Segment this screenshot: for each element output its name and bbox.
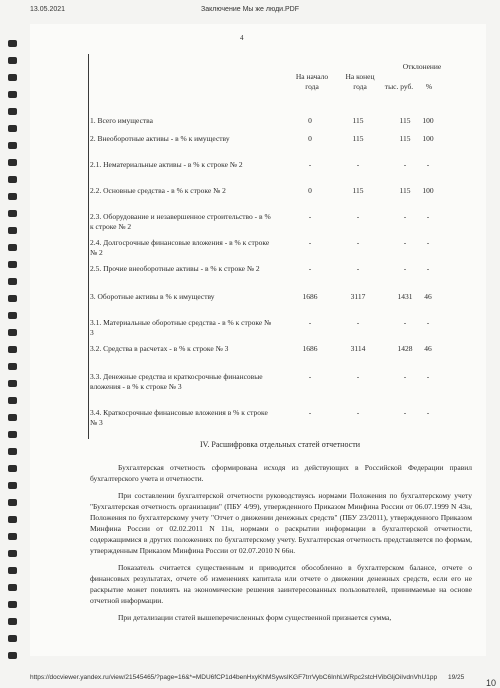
binder-hole [8, 584, 17, 591]
row-label: 2.4. Долгосрочные финансовые вложения - в % к строке № 2 [90, 238, 270, 257]
section-title: IV. Расшифровка отдельных статей отчетности [200, 440, 360, 449]
binder-hole [8, 159, 17, 166]
binder-hole [8, 363, 17, 370]
binder-hole [8, 550, 17, 557]
cell-dev: 115 [399, 134, 411, 143]
binder-hole [8, 346, 17, 353]
binder-hole [8, 618, 17, 625]
cell-dev: 1431 [397, 292, 413, 301]
cell-end: - [356, 408, 360, 417]
cell-pct: - [426, 318, 430, 327]
binder-hole [8, 40, 17, 47]
cell-begin: - [308, 372, 312, 381]
cell-begin: - [308, 212, 312, 221]
header-deviation: Отклонение [402, 62, 442, 71]
cell-end: 115 [352, 186, 364, 195]
row-label: 2. Внеоборотные активы - в % к имуществу [90, 134, 230, 143]
cell-pct: 100 [422, 134, 434, 143]
binder-hole [8, 295, 17, 302]
cell-pct: 46 [424, 292, 432, 301]
document-title: Заключение Мы же люди.PDF [200, 6, 300, 13]
binder-hole [8, 533, 17, 540]
cell-pct: - [426, 264, 430, 273]
cell-dev: - [403, 160, 407, 169]
cell-end: 115 [352, 116, 364, 125]
row-label: 3.4. Краткосрочные финансовые вложения в % к строке № 3 [90, 408, 268, 427]
row-label: 3.2. Средства в расчетах - в % к строке № 3 [90, 344, 229, 353]
paragraph: При детализации статей вышеперечисленных форм существенной признается сумма, [118, 613, 392, 622]
binder-hole [8, 108, 17, 115]
viewer-footer [0, 668, 500, 686]
row-label: 2.1. Нематериальные активы - в % к строке № 2 [90, 160, 243, 169]
row-label: 2.3. Оборудование и незавершенное строительство - в % к строке № 2 [90, 212, 271, 231]
cell-begin: 1686 [302, 292, 318, 301]
cell-dev: - [403, 238, 407, 247]
cell-pct: - [426, 408, 430, 417]
cell-dev: - [403, 264, 407, 273]
binder-hole [8, 193, 17, 200]
binder-hole [8, 125, 17, 132]
binder-hole [8, 635, 17, 642]
viewer-header [0, 0, 500, 16]
row-label: 3.1. Материальные оборотные средства - в % к строке № 3 [90, 318, 272, 337]
binder-hole [8, 448, 17, 455]
page-counter-secondary: 10 [486, 678, 497, 688]
cell-end: - [356, 264, 360, 273]
cell-pct: - [426, 372, 430, 381]
binder-hole [8, 57, 17, 64]
paragraph: Показатель считается существенным и приводится обособленно в бухгалтерском балансе, отчете о финансовых результатах, отчете об изменениях капитала или отчете о движении денежных средств, если его не раскрытие может повлиять на экономические решения заинтересованных пользователей, принимаемые на основе отчетной информации. [90, 563, 472, 605]
binder-hole [8, 329, 17, 336]
binder-hole [8, 210, 17, 217]
cell-end: - [356, 212, 360, 221]
binder-hole [8, 261, 17, 268]
row-label: 3. Оборотные активы в % к имуществу [90, 292, 215, 301]
cell-begin: 1686 [302, 344, 318, 353]
binder-hole [8, 380, 17, 387]
cell-dev: 1428 [397, 344, 413, 353]
print-date: 13.05.2021 [30, 6, 66, 13]
binder-hole [8, 567, 17, 574]
row-label: 2.2. Основные средства - в % к строке № 2 [90, 186, 226, 195]
binder-hole [8, 278, 17, 285]
binder-hole [8, 652, 17, 659]
cell-pct: 46 [424, 344, 432, 353]
binder-hole [8, 431, 17, 438]
cell-pct: - [426, 238, 430, 247]
cell-end: 3117 [350, 292, 366, 301]
cell-pct: - [426, 212, 430, 221]
cell-dev: 115 [399, 116, 411, 125]
cell-begin: - [308, 160, 312, 169]
binder-hole [8, 499, 17, 506]
page-url: https://docviewer.yandex.ru/view/21545465/?page=16&*=MDU6fCP1d4benHxyKhMSywsIKGF7trrVybC6InhLWRpc2stcHVibGljOiIvdnVhU1pp [30, 674, 438, 681]
cell-end: - [356, 318, 360, 327]
cell-dev: - [403, 212, 407, 221]
cell-end: 115 [352, 134, 364, 143]
header-pct: % [425, 82, 433, 91]
cell-begin: - [308, 264, 312, 273]
binder-hole [8, 227, 17, 234]
cell-pct: - [426, 160, 430, 169]
binder-holes [6, 40, 20, 660]
binder-hole [8, 465, 17, 472]
cell-end: 3114 [350, 344, 366, 353]
cell-begin: - [308, 318, 312, 327]
binder-hole [8, 74, 17, 81]
header-end-year: На конец года [345, 72, 375, 91]
cell-dev: - [403, 372, 407, 381]
header-begin-year: На начало года [295, 72, 329, 91]
row-label: 2.5. Прочие внеоборотные активы - в % к строке № 2 [90, 264, 260, 273]
cell-end: - [356, 160, 360, 169]
cell-end: - [356, 238, 360, 247]
binder-hole [8, 244, 17, 251]
paragraph: Бухгалтерская отчетность сформирована исходя из действующих в Российской Федерации правил бухгалтерского учета и отчетности. [90, 463, 472, 483]
paragraph: При составлении бухгалтерской отчетности руководствуясь нормами Положения по бухгалтерскому учету "Бухгалтерская отчетность организации" (ПБУ 4/99), утвержденного Приказом Минфина России от 06.07.1999 N 43н, Положения по бухгалтерскому учету "Отчет о движении денежных средств" (ПБУ 23/2011), утвержденного Приказом Минфина России от 02.02.2011 N 11н, нормами о раскрытии информации в бухгалтерской отчетности, содержащимися в других положениях по бухгалтерскому учету. Бухгалтерская отчетность представляется по формам, утвержденным Приказом Минфина России от 02.07.2010 N 66н. [90, 491, 472, 555]
cell-pct: 100 [422, 116, 434, 125]
binder-hole [8, 91, 17, 98]
cell-end: - [356, 372, 360, 381]
cell-begin: - [308, 408, 312, 417]
page-counter: 19/25 [448, 674, 465, 681]
cell-begin: - [308, 238, 312, 247]
cell-dev: - [403, 408, 407, 417]
binder-hole [8, 142, 17, 149]
row-label: 1. Всего имущества [90, 116, 153, 125]
binder-hole [8, 414, 17, 421]
binder-hole [8, 176, 17, 183]
cell-pct: 100 [422, 186, 434, 195]
page-number: 4 [240, 34, 244, 42]
header-rub: тыс. руб. [384, 82, 414, 91]
binder-hole [8, 601, 17, 608]
binder-hole [8, 312, 17, 319]
row-label: 3.3. Денежные средства и краткосрочные финансовые вложения - в % к строке № 3 [90, 372, 263, 391]
binder-hole [8, 482, 17, 489]
cell-begin: 0 [308, 134, 312, 143]
cell-dev: - [403, 318, 407, 327]
binder-hole [8, 516, 17, 523]
binder-hole [8, 397, 17, 404]
table-border-left [88, 54, 89, 439]
cell-begin: 0 [308, 116, 312, 125]
cell-begin: 0 [308, 186, 312, 195]
cell-dev: 115 [399, 186, 411, 195]
